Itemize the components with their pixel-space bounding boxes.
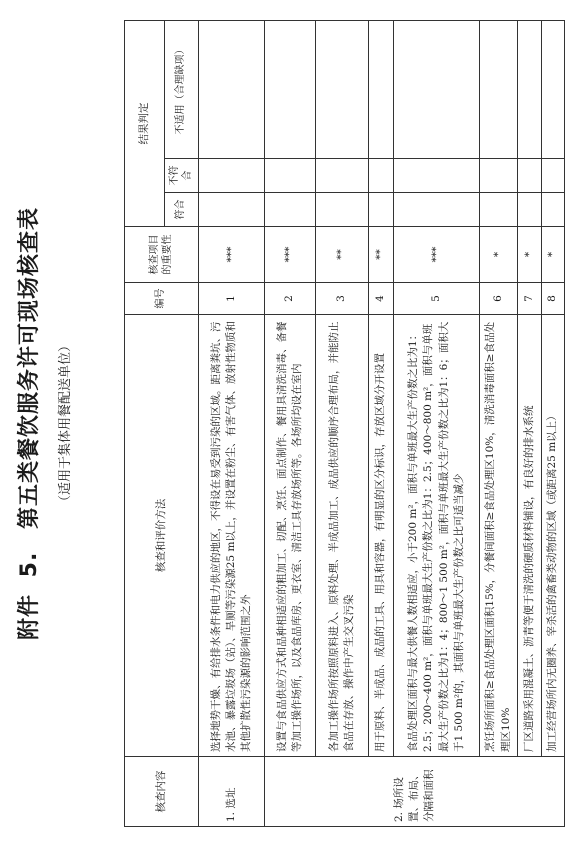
attachment-label: 附件: [17, 594, 42, 641]
number-cell: 6: [480, 283, 518, 315]
group-cell: 1. 选址: [199, 757, 265, 827]
na-cell[interactable]: [199, 21, 265, 159]
inspection-table: [124, 20, 565, 827]
table-row: [394, 21, 480, 827]
method-cell: 设置与食品供应方式和品种相适应的粗加工、切配、烹饪、面点制作、餐用具清洗消毒、备餐等加工操作场所，以及食品库房、更衣室、清洁工具存放场所等。各场所均设在室内: [265, 315, 316, 757]
importance-cell: *: [480, 227, 518, 283]
na-cell[interactable]: [265, 21, 316, 159]
na-cell[interactable]: [518, 21, 542, 159]
na-cell[interactable]: [369, 21, 394, 159]
na-cell[interactable]: [316, 21, 369, 159]
fail-cell[interactable]: [199, 159, 265, 193]
header-na: 不适用（合理缺项）: [165, 21, 199, 159]
table-row: [369, 21, 394, 827]
fail-cell[interactable]: [394, 159, 480, 193]
number-cell: 4: [369, 283, 394, 315]
header-result: 结果判定: [125, 21, 165, 227]
table-row: [316, 21, 369, 827]
table-row: [480, 21, 518, 827]
group-cell: 2. 场所设置、布局、分隔和面积: [265, 757, 565, 827]
header-importance: 核查项目的重要性: [125, 227, 199, 283]
page-title: [12, 0, 43, 847]
header-item: 核查内容: [125, 757, 199, 827]
method-cell: 厂区道路采用混凝土、沥青等便于清洗的硬质材料铺设，有良好的排水系统: [518, 315, 542, 757]
importance-cell: ***: [394, 227, 480, 283]
number-cell: 2: [265, 283, 316, 315]
importance-cell: ***: [265, 227, 316, 283]
na-cell[interactable]: [394, 21, 480, 159]
method-cell: 各加工操作场所按照原料进入、原料处理、半成品加工、成品供应的顺序合理布局，并能防止食品在存放、操作中产生交叉污染: [316, 315, 369, 757]
fail-cell[interactable]: [369, 159, 394, 193]
pass-cell[interactable]: [394, 193, 480, 227]
importance-cell: *: [518, 227, 542, 283]
attachment-number: 5.: [17, 551, 42, 578]
number-cell: 1: [199, 283, 265, 315]
pass-cell[interactable]: [199, 193, 265, 227]
method-cell: 烹饪场所面积≥食品处理区面积15%，分餐间面积≥食品处理区10%，清洗消毒面积≥食品处理区10%: [480, 315, 518, 757]
header-pass: 符合: [165, 193, 199, 227]
na-cell[interactable]: [542, 21, 565, 159]
table-row: [265, 21, 316, 827]
method-cell: 食品处理区面积与最大供餐人数相适应，小于200 m²，面积与单班最大生产份数之比为1：2.5；200～400 m²，面积与单班最大生产份数之比为1：2.5；400～800 m²，面积与单班最大生产份数之比为1：4；800～1 500 m²，面积与单班最大生产份数之比为1：6；面积大于1 500 m²的，其面积与单班最大生产份数之比可适当减少: [394, 315, 480, 757]
title-text: 第五类餐饮服务许可现场核查表: [17, 206, 42, 529]
header-no: 编号: [125, 283, 199, 315]
table-row: [518, 21, 542, 827]
fail-cell[interactable]: [542, 159, 565, 193]
pass-cell[interactable]: [518, 193, 542, 227]
fail-cell[interactable]: [265, 159, 316, 193]
fail-cell[interactable]: [480, 159, 518, 193]
header-method: 核查和评价方法: [125, 315, 199, 757]
page-subtitle: （适用于集体用餐配送单位）: [58, 339, 73, 509]
table-row: [542, 21, 565, 827]
table-row: [199, 21, 265, 827]
method-cell: 用于原料、半成品、成品的工具、用具和容器，有明显的区分标识，存放区域分开设置: [369, 315, 394, 757]
method-cell: 加工经营场所内无圈养、宰杀活的禽畜类动物的区域（或距离25 m以上）: [542, 315, 565, 757]
importance-cell: ***: [199, 227, 265, 283]
fail-cell[interactable]: [316, 159, 369, 193]
header-fail: 不符合: [165, 159, 199, 193]
number-cell: 7: [518, 283, 542, 315]
number-cell: 5: [394, 283, 480, 315]
pass-cell[interactable]: [480, 193, 518, 227]
pass-cell[interactable]: [265, 193, 316, 227]
fail-cell[interactable]: [518, 159, 542, 193]
importance-cell: **: [369, 227, 394, 283]
header-row-1: [125, 21, 165, 827]
number-cell: 8: [542, 283, 565, 315]
pass-cell[interactable]: [369, 193, 394, 227]
pass-cell[interactable]: [316, 193, 369, 227]
importance-cell: **: [316, 227, 369, 283]
na-cell[interactable]: [480, 21, 518, 159]
number-cell: 3: [316, 283, 369, 315]
pass-cell[interactable]: [542, 193, 565, 227]
method-cell: 选择地势干燥、有给排水条件和电力供应的地区，不得设在易受到污染的区域。距离粪坑、污水池、暴露垃圾场（站）、旱厕等污染源25 m以上，并设置在粉尘、有害气体、放射性物质和其他扩散性污染源的影响范围之外: [199, 315, 265, 757]
importance-cell: *: [542, 227, 565, 283]
